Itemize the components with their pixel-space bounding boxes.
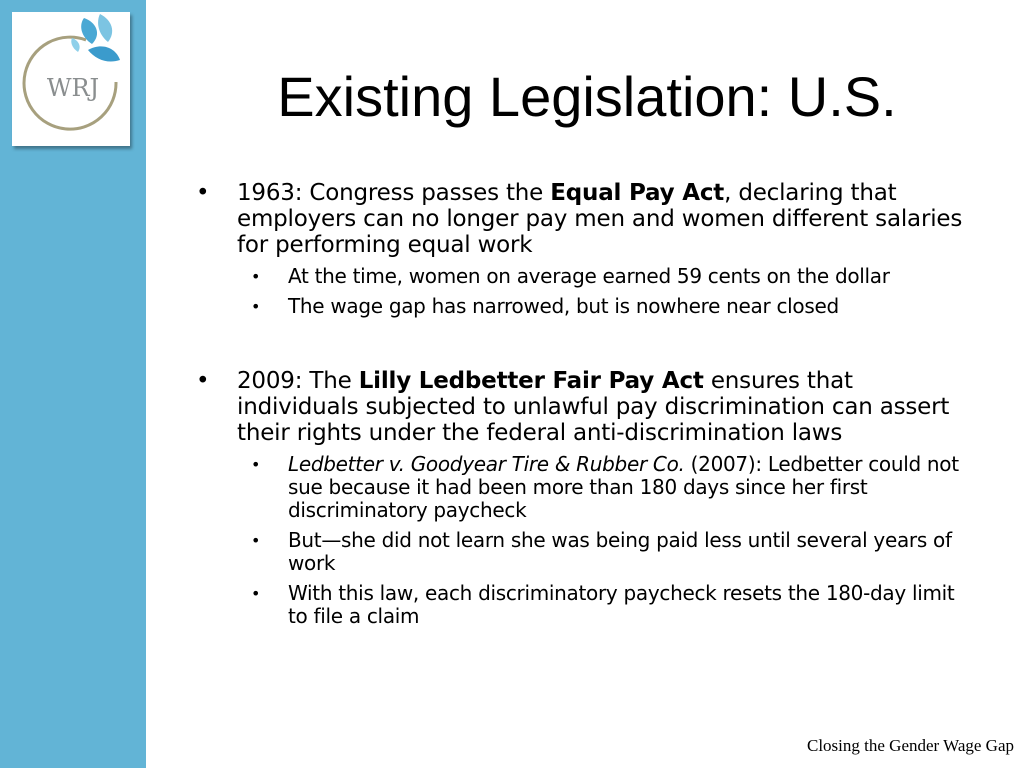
logo <box>12 12 130 146</box>
slide-content <box>196 180 976 628</box>
bullet-1963-post: , declaring that employers can no longer pay men and women different salaries for performing equal work <box>237 180 963 258</box>
sidebar <box>0 0 146 768</box>
sub-bullet-text: (2007): Ledbetter could not sue because it had been more than 180 days since her first discriminatory paycheck <box>288 452 959 522</box>
bullet-icon: • <box>251 584 261 603</box>
slide-title: Existing Legislation: U.S. <box>277 65 897 128</box>
footer-caption: Closing the Gender Wage Gap <box>807 736 1014 755</box>
bullet-1963 <box>196 180 976 258</box>
lilly-ledbetter-act: Lilly Ledbetter Fair Pay Act <box>358 368 704 394</box>
sub-bullet <box>196 265 976 288</box>
bullet-icon: • <box>251 531 261 550</box>
equal-pay-act: Equal Pay Act <box>550 180 725 206</box>
bullet-icon: • <box>196 180 210 206</box>
bullet-icon: • <box>251 455 261 474</box>
bullet-2009-post: ensures that individuals subjected to unlawful pay discrimination can assert their rights under the federal anti-discrimination laws <box>237 368 950 446</box>
bullet-2009-pre: 2009: The <box>237 368 359 394</box>
bullet-2009 <box>196 368 976 446</box>
bullet-icon: • <box>251 267 261 286</box>
bullet-icon: • <box>196 368 210 394</box>
sub-bullet-text: At the time, women on average earned 59 cents on the dollar <box>288 264 890 288</box>
sub-bullet <box>196 529 976 575</box>
sub-bullet <box>196 582 976 628</box>
sub-bullet-text: With this law, each discriminatory paycheck resets the 180-day limit to file a claim <box>288 581 955 628</box>
case-name: Ledbetter v. Goodyear Tire & Rubber Co. <box>288 452 685 476</box>
sub-bullet <box>196 453 976 522</box>
sub-bullet-text: But—she did not learn she was being paid less until several years of work <box>288 528 952 575</box>
bullet-1963-pre: 1963: Congress passes the <box>237 180 551 206</box>
logo-text: WRJ <box>46 74 100 102</box>
sub-bullet <box>196 295 976 318</box>
bullet-icon: • <box>251 297 261 316</box>
sub-bullet-text: The wage gap has narrowed, but is nowhere near closed <box>288 294 839 318</box>
